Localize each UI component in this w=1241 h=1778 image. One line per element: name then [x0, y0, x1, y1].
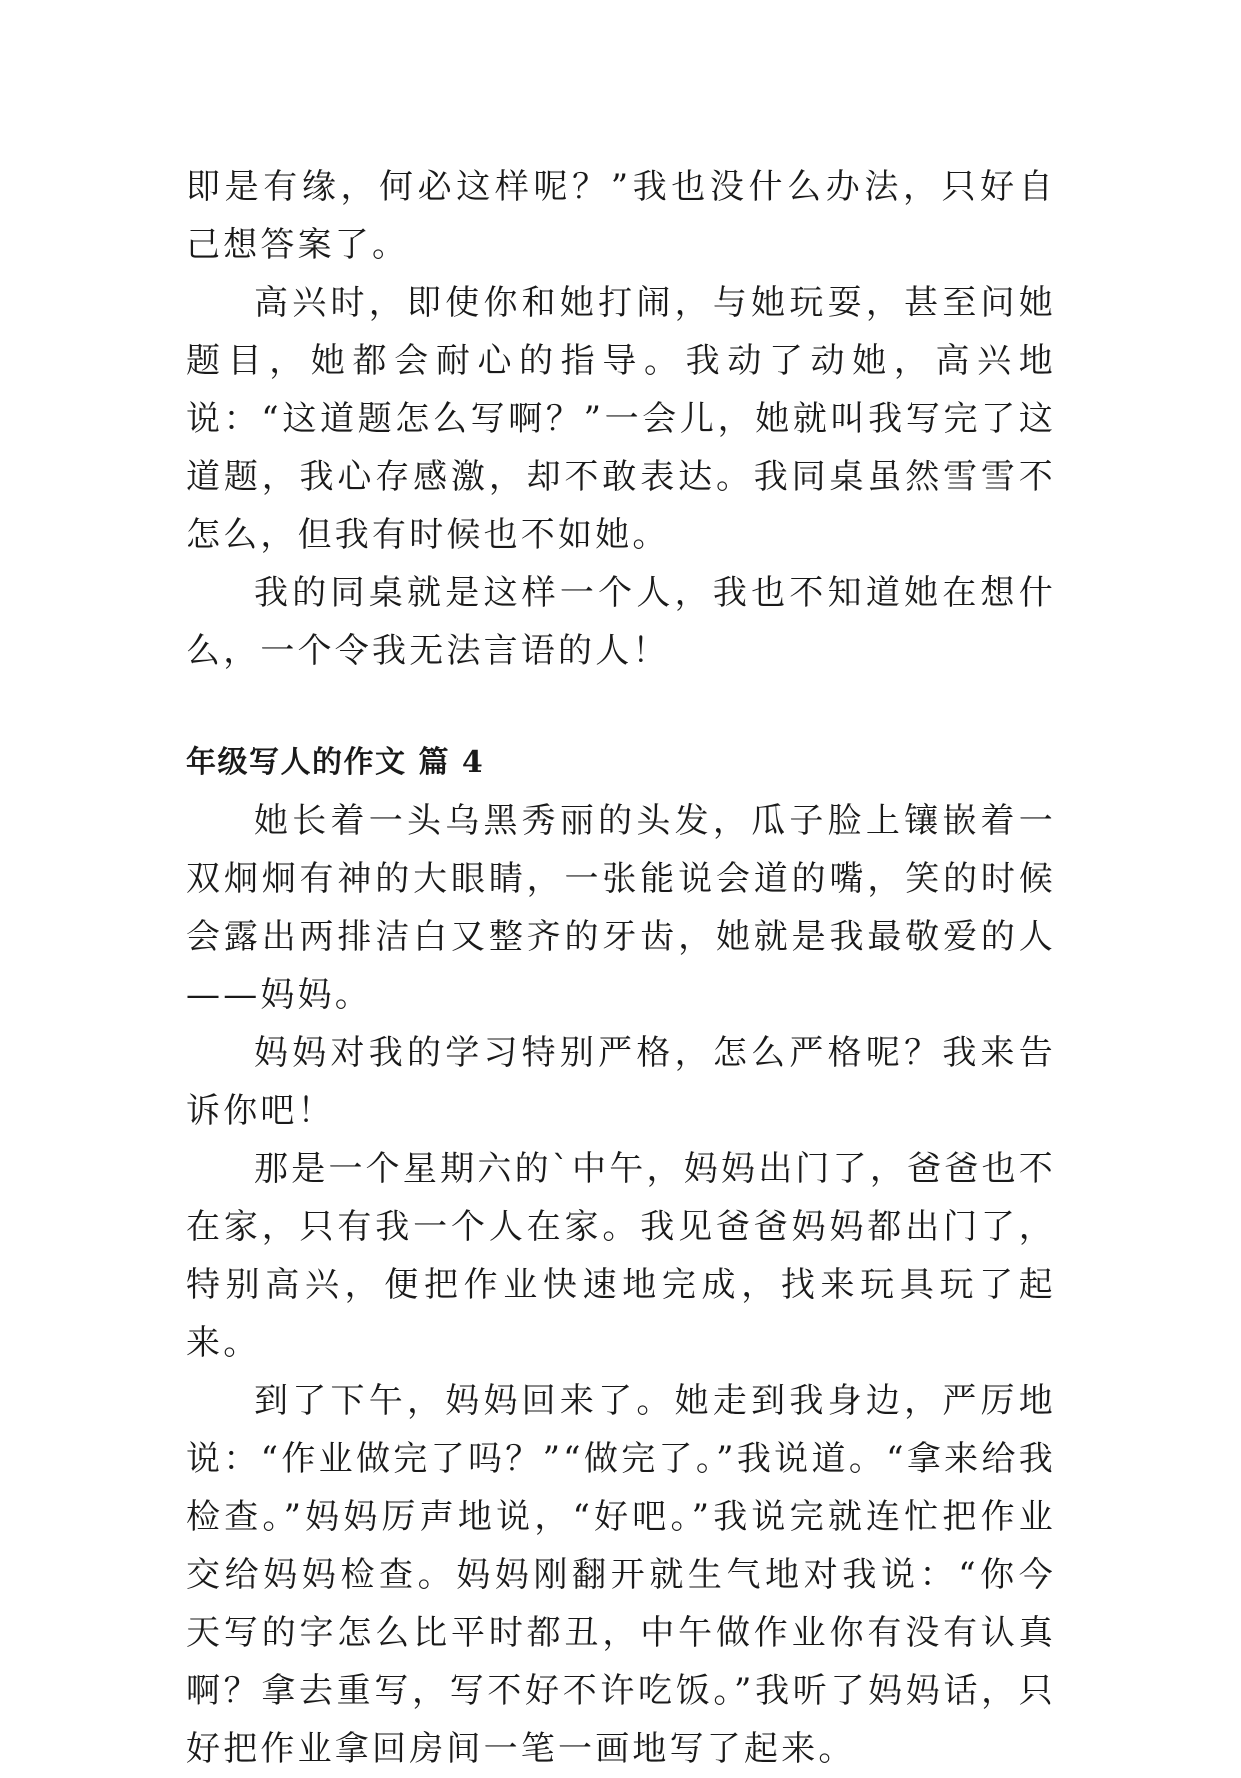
paragraph: 高兴时，即使你和她打闹，与她玩耍，甚至问她题目，她都会耐心的指导。我动了动她，高兴地说：“这道题怎么写啊？”一会儿，她就叫我写完了这道题，我心存感激，却不敢表达。我同桌虽然雪雪不怎么，但我有时候也不如她。	[186, 283, 1056, 555]
essay-section-4	[186, 734, 1056, 1778]
paragraph: 妈妈对我的学习特别严格，怎么严格呢？我来告诉你吧！	[186, 1033, 1056, 1131]
section-heading: 年级写人的作文 篇 4	[186, 745, 485, 780]
paragraph: 那是一个星期六的`中午，妈妈出门了，爸爸也不在家，只有我一个人在家。我见爸爸妈妈都出门了，特别高兴，便把作业快速地完成，找来玩具玩了起来。	[186, 1149, 1056, 1363]
paragraph: 即是有缘，何必这样呢？”我也没什么办法，只好自己想答案了。	[186, 167, 1056, 265]
paragraph: 到了下午，妈妈回来了。她走到我身边，严厉地说：“作业做完了吗？”“做完了。”我说道。“拿来给我检查。”妈妈厉声地说，“好吧。”我说完就连忙把作业交给妈妈检查。妈妈刚翻开就生气地对我说：“你今天写的字怎么比平时都丑，中午做作业你有没有认真啊？拿去重写，写不好不许吃饭。”我听了妈妈话，只好把作业拿回房间一笔一画地写了起来。	[186, 1381, 1056, 1769]
paragraph: 她长着一头乌黑秀丽的头发，瓜子脸上镶嵌着一双炯炯有神的大眼睛，一张能说会道的嘴，笑的时候会露出两排洁白又整齐的牙齿，她就是我最敬爱的人——妈妈。	[186, 801, 1056, 1015]
paragraph: 我的同桌就是这样一个人，我也不知道她在想什么，一个令我无法言语的人！	[186, 573, 1056, 671]
previous-essay-ending	[186, 158, 1056, 680]
section-spacer	[186, 680, 1056, 734]
document-page	[186, 158, 1056, 1778]
